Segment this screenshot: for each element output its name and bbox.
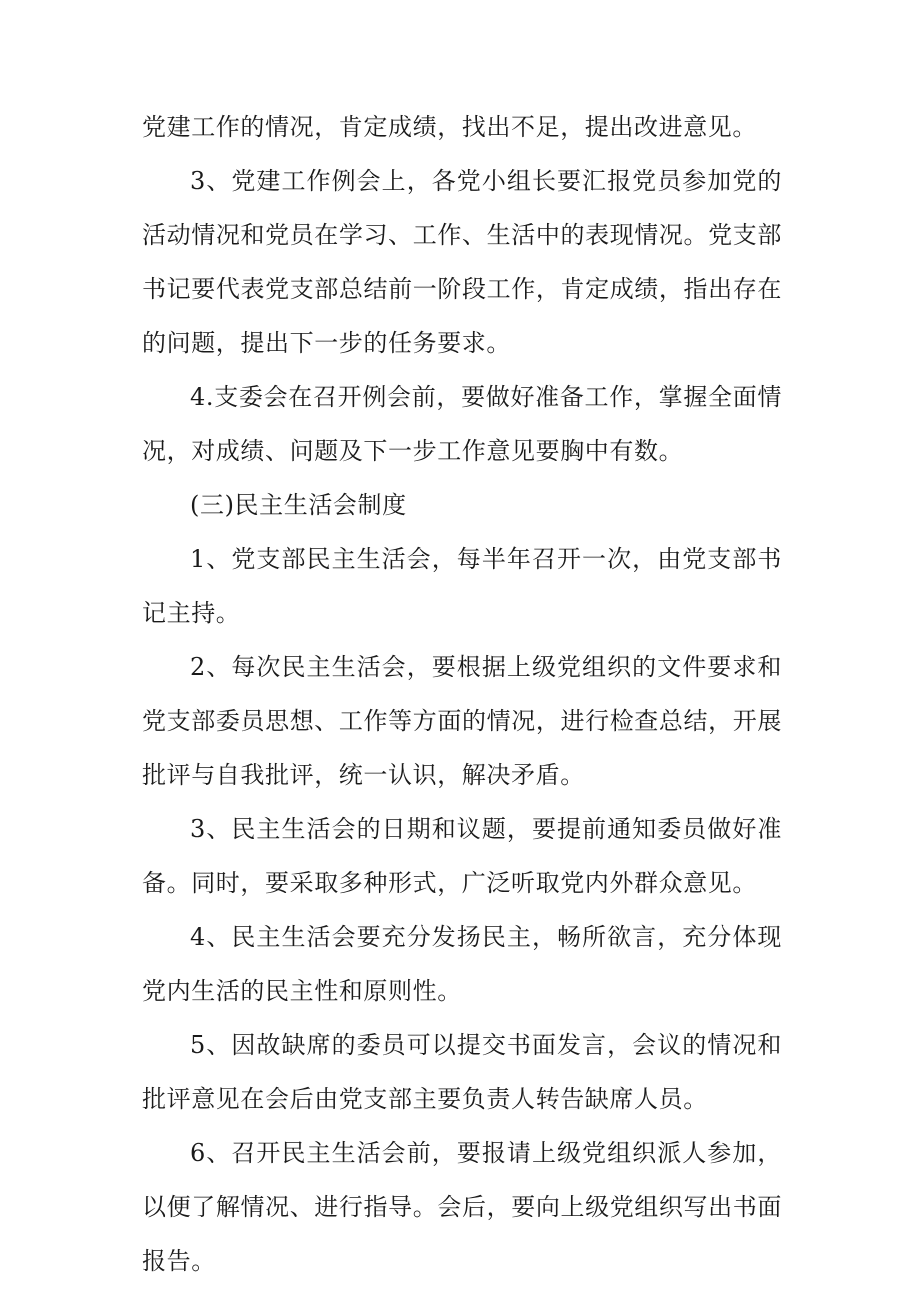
- paragraph-item-1-semiannual: 1、党支部民主生活会，每半年召开一次，由党支部书记主持。: [142, 545, 782, 627]
- paragraph-item-3-party-meeting: 3、党建工作例会上，各党小组长要汇报党员参加党的活动情况和党员在学习、工作、生活中的表现情况。党支部书记要代表党支部总结前一阶段工作，肯定成绩，指出存在的问题，提出下一步的任务要求。: [142, 167, 782, 357]
- paragraph-item-2-review: 2、每次民主生活会，要根据上级党组织的文件要求和党支部委员思想、工作等方面的情况，进行检查总结，开展批评与自我批评，统一认识，解决矛盾。: [142, 653, 782, 789]
- paragraph-item-3-agenda: 3、民主生活会的日期和议题，要提前通知委员做好准备。同时，要采取多种形式，广泛听取党内外群众意见。: [142, 815, 782, 897]
- paragraph-item-4-democracy: 4、民主生活会要充分发扬民主，畅所欲言，充分体现党内生活的民主性和原则性。: [142, 923, 782, 1005]
- section-heading-democratic-life: (三)民主生活会制度: [190, 491, 407, 519]
- paragraph-continuation: 党建工作的情况，肯定成绩，找出不足，提出改进意见。: [142, 113, 757, 141]
- paragraph-item-5-absence: 5、因故缺席的委员可以提交书面发言，会议的情况和批评意见在会后由党支部主要负责人转告缺席人员。: [142, 1031, 782, 1113]
- document-body: [142, 100, 782, 1288]
- paragraph-item-4-committee-prep: 4.支委会在召开例会前，要做好准备工作，掌握全面情况，对成绩、问题及下一步工作意见要胸中有数。: [142, 383, 782, 465]
- paragraph-item-6-report: 6、召开民主生活会前，要报请上级党组织派人参加，以便了解情况、进行指导。会后，要向上级党组织写出书面报告。: [142, 1139, 782, 1275]
